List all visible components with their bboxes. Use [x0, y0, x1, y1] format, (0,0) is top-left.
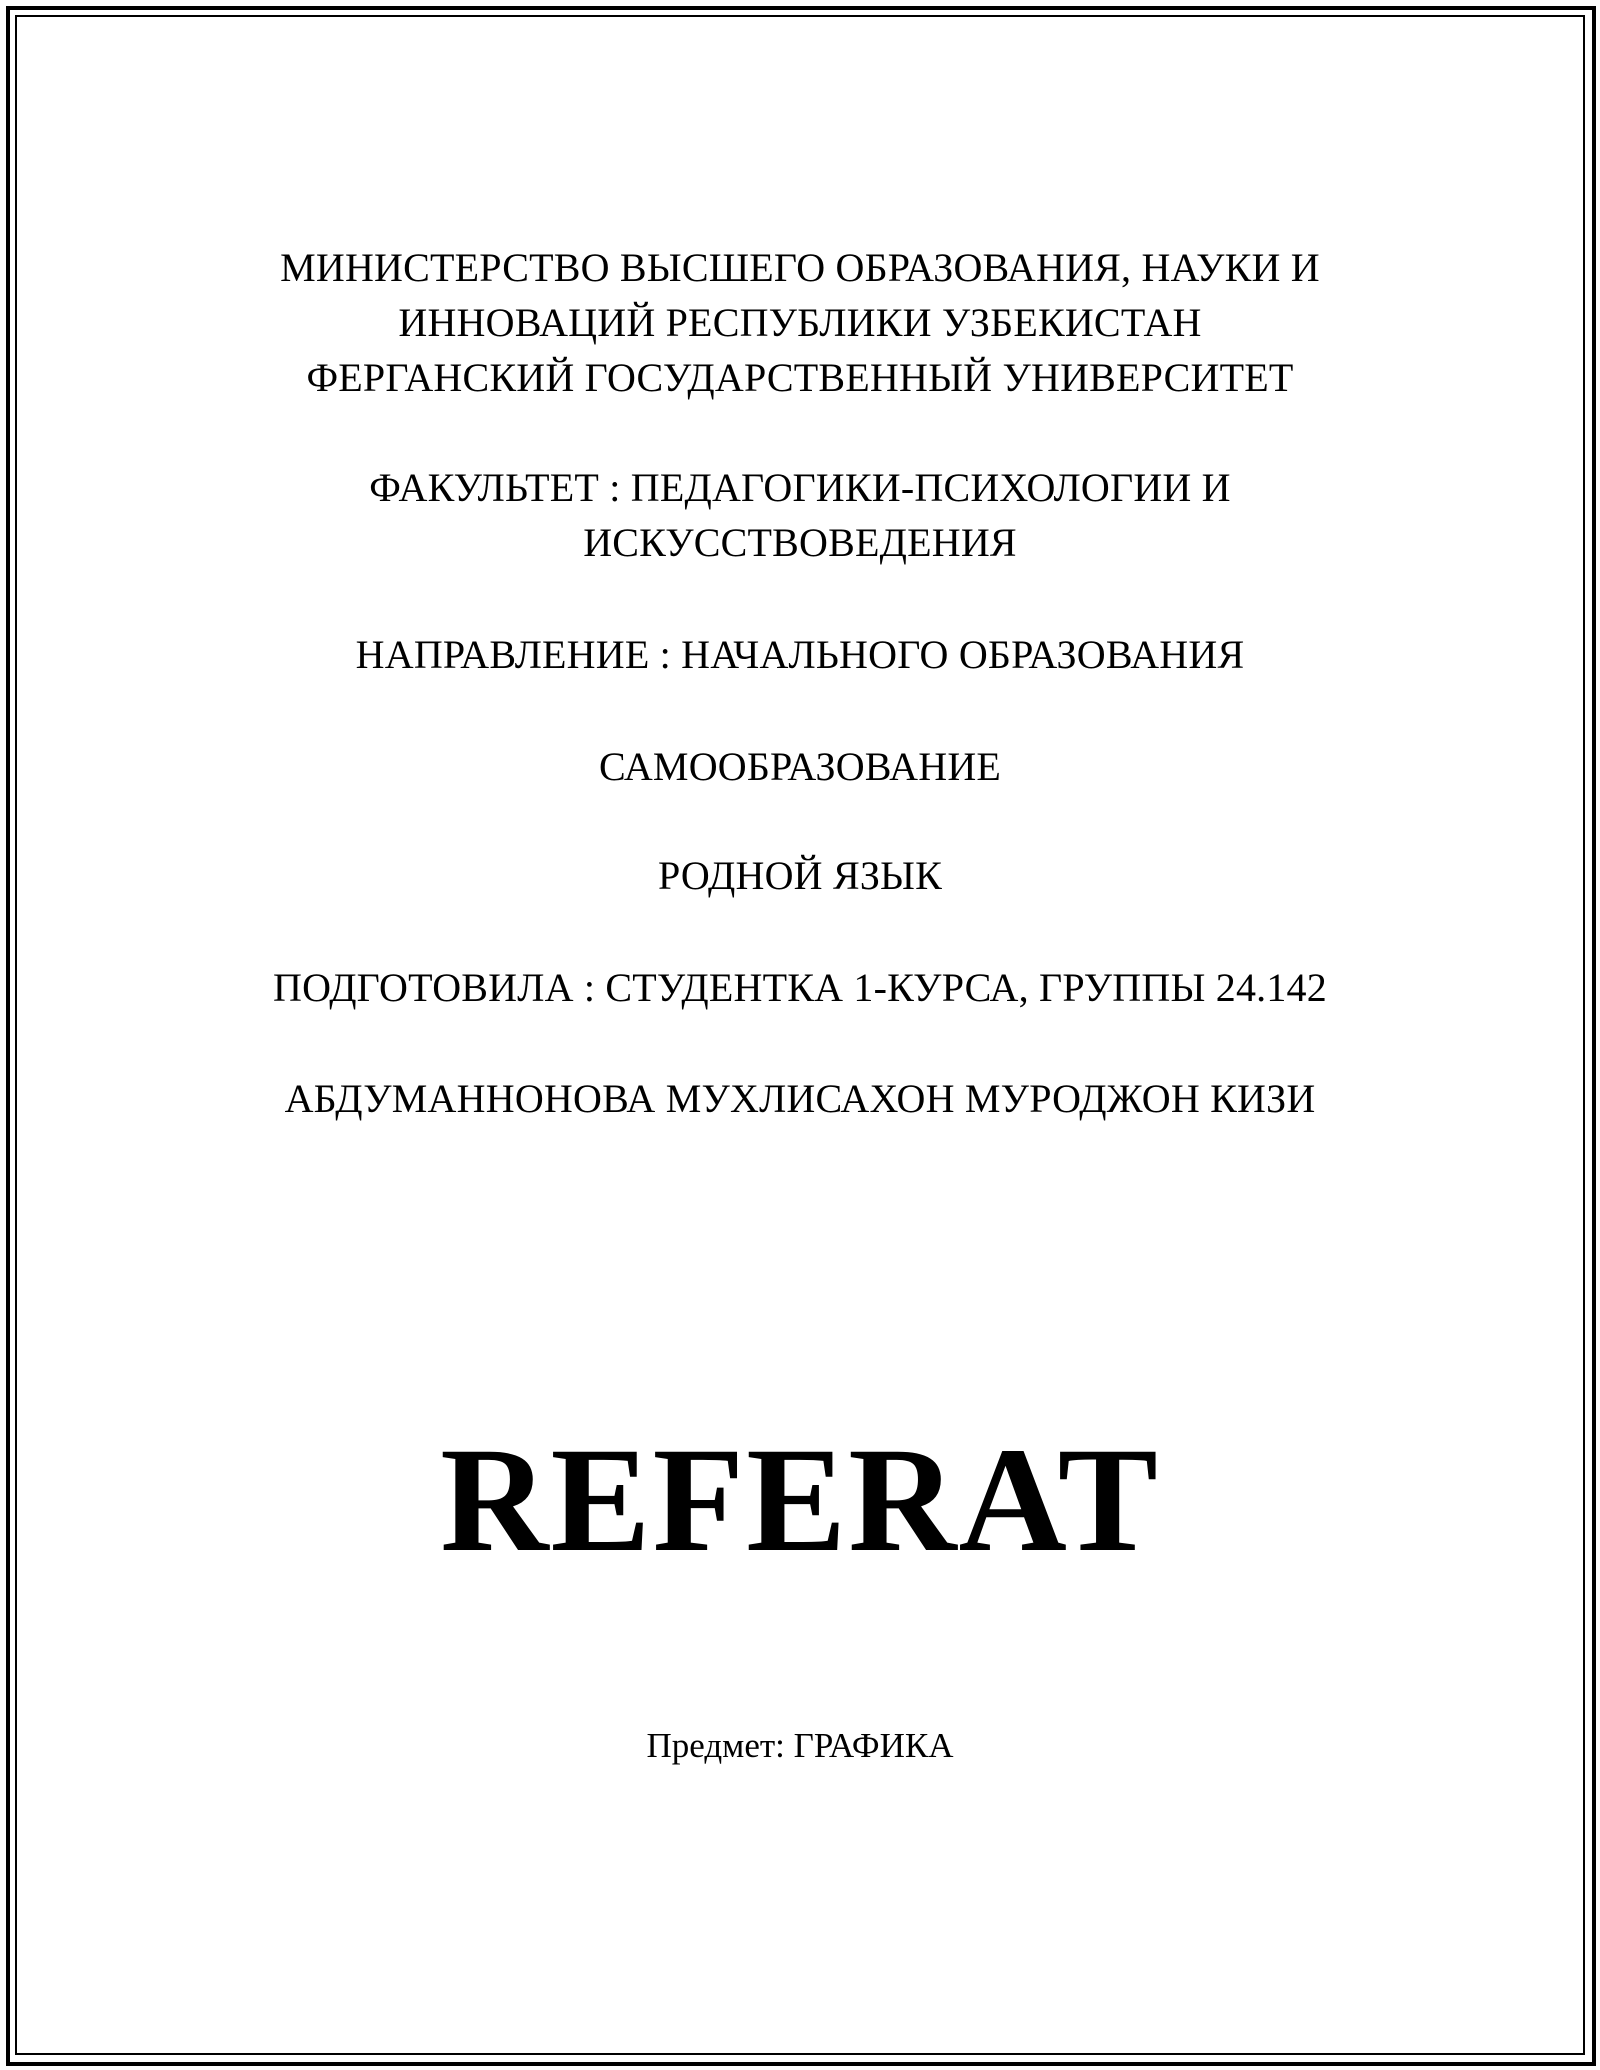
course-line: РОДНОЙ ЯЗЫК	[657, 853, 943, 898]
document-title: REFERAT	[440, 1417, 1160, 1583]
ministry-line-1: МИНИСТЕРСТВО ВЫСШЕГО ОБРАЗОВАНИЯ, НАУКИ И	[280, 245, 1320, 290]
ministry-line-2: ИННОВАЦИЙ РЕСПУБЛИКИ УЗБЕКИСТАН	[398, 300, 1202, 345]
faculty-line-1: ФАКУЛЬТЕТ : ПЕДАГОГИКИ-ПСИХОЛОГИИ И	[369, 465, 1231, 510]
prepared-by-line: ПОДГОТОВИЛА : СТУДЕНТКА 1-КУРСА, ГРУППЫ 24.142	[273, 965, 1327, 1010]
subject-line: Предмет: ГРАФИКА	[646, 1726, 954, 1765]
university-name: ФЕРГАНСКИЙ ГОСУДАРСТВЕННЫЙ УНИВЕРСИТЕТ	[306, 355, 1294, 400]
student-name: АБДУМАННОНОВА МУХЛИСАХОН МУРОДЖОН КИЗИ	[284, 1076, 1316, 1121]
category-line: САМООБРАЗОВАНИЕ	[598, 744, 1002, 789]
direction-line: НАПРАВЛЕНИЕ : НАЧАЛЬНОГО ОБРАЗОВАНИЯ	[355, 632, 1245, 677]
faculty-line-2: ИСКУССТВОВЕДЕНИЯ	[583, 520, 1017, 565]
